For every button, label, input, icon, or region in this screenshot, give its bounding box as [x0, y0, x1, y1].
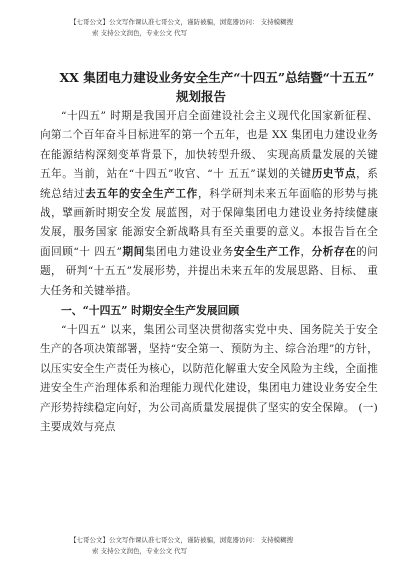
document-title: XX 集团电力建设业务安全生产“十四五”总结暨“十五五”	[59, 70, 375, 85]
notice-line-1: 【七哥公文】公文写作课认准七哥公文，谨防被骗，浏览器访问： 支持模糊搜	[70, 18, 294, 26]
section-heading-1: 一、“十四五” 时期安全生产发展回顾	[61, 304, 240, 318]
intro-paragraph	[40, 107, 378, 301]
intro-bold-3: 期间	[122, 245, 145, 258]
intro-bold-4: 安全生产工作	[233, 245, 301, 258]
intro-bold-1: 历史节点	[311, 168, 357, 181]
intro-text-1: “十四五” 时期是我国开启全面建设社会主义现代化国家新征程、向第二个百年奋斗目标进军的第一个五年，也是 XX 集团电力建设业务在能源结构深刻变革背景下，加快转型升级、 实现高质量发展的关键五年。当前，站在“十四五”收官、“十 五五”谋划的关键	[40, 110, 378, 181]
intro-text-6: 的问题， 研判“十五五”发展形势，并提出未来五年的发展思路、目标、 重大任务和关键举措。	[40, 245, 378, 297]
intro-text-2: ，系统总结过	[40, 168, 378, 200]
intro-bold-2: 去五年的安全生产工作	[85, 187, 198, 200]
review-paragraph: “十四五” 以来，集团公司坚决贯彻落实党中央、国务院关于安全生产的各项决策部署，坚持“安全第一、预防为主、综合治理”的方针， 以压实安全生产责任为核心，以防范化解重大安全风险为主线，全面推进安全生产治理体系和治理能力现代化建设，集团电力建设业务安全生产形势持续稳定向好，为公司高质量发展提供了坚实的安全保障。 (一)主要成效与亮点	[40, 324, 378, 434]
watermark-notice-bottom	[70, 535, 400, 557]
notice-line-1-bottom: 【七哥公文】公文写作课认准七哥公文，谨防被骗，浏览器访问： 支持模糊搜	[70, 536, 294, 544]
document-title-line-2: 规划报告	[176, 89, 227, 104]
intro-text-4: 集团电力建设业务	[144, 245, 234, 258]
intro-bold-5: 分析存在	[311, 245, 357, 258]
intro-text-3: ，科学研判未来五年面临的形势与挑战，擘画新时期安全发 展蓝图，对于保障集团电力建设业务持续健康发展，服务国家 能源安全新战略具有至关重要的意义。本报告旨在全面回顾“十 四五”	[40, 187, 378, 258]
watermark-notice-top	[70, 17, 400, 39]
notice-line-2-bottom: 索 支持公文润色，专业公文 代写	[92, 547, 188, 555]
document-body	[40, 68, 378, 438]
notice-line-2: 索 支持公文润色，专业公文 代写	[92, 29, 188, 37]
intro-text-5: ，	[300, 245, 312, 258]
